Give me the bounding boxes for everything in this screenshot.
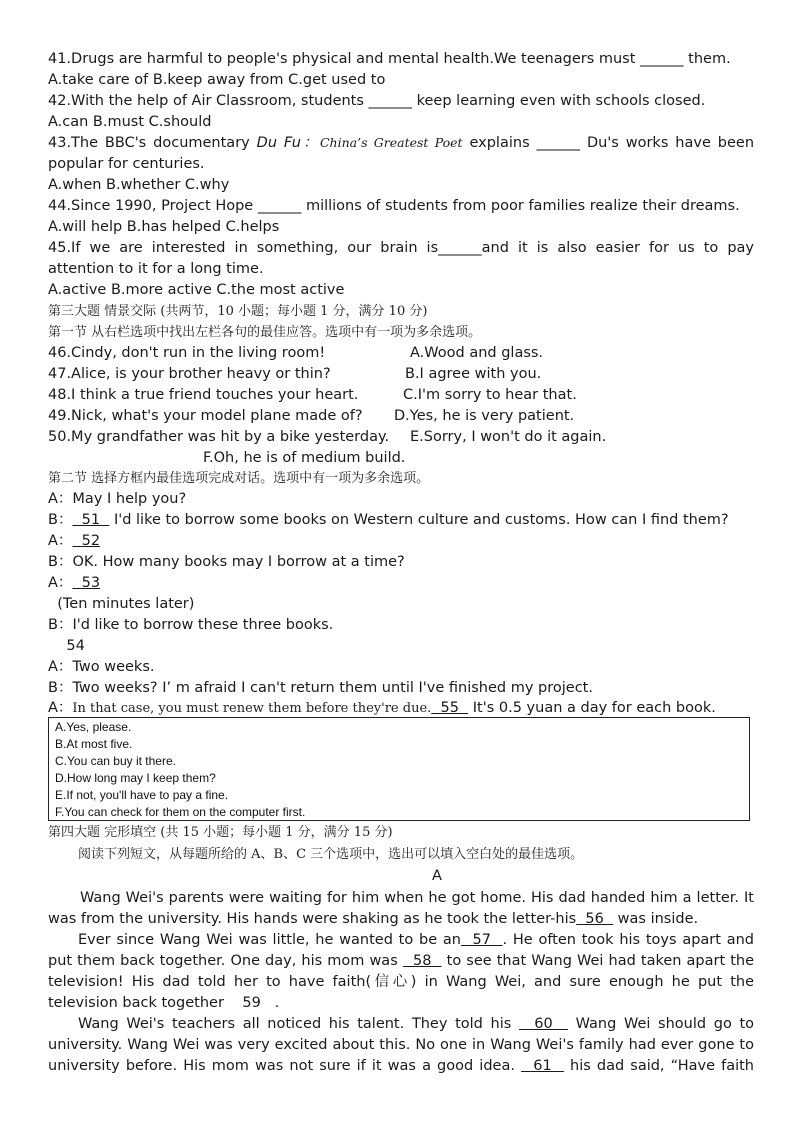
match-right-e: E.Sorry, I won't do it again. [410, 429, 607, 445]
passage-text: his dad said, “Have faith [563, 1058, 754, 1074]
dialog-line-11 [48, 698, 754, 719]
options-box [48, 717, 750, 821]
match-left-50: 50.My grandfather was hit by a bike yesterday. [48, 429, 390, 445]
blank-60: 60 [518, 1016, 568, 1032]
question-43-stem-a: 43.The BBC's documentary [48, 135, 250, 151]
question-45-stem-line2: attention to it for a long time. [48, 261, 264, 277]
box-option-c: C.You can buy it there. [55, 754, 176, 768]
passage-p3-line1 [78, 1014, 754, 1034]
match-left-46: 46.Cindy, don't run in the living room! [48, 345, 326, 361]
passage-text: . He often took his toys apart and [502, 932, 754, 948]
match-row-47 [48, 364, 754, 384]
passage-text: Wang Wei should go to [567, 1016, 755, 1032]
question-43-options: A.when B.whether C.why [48, 177, 230, 193]
documentary-title-a: Du Fu： [256, 135, 320, 151]
part4-header: 第四大题 完形填空 (共 15 小题；每小题 1 分，满分 15 分) [48, 825, 393, 840]
dialog-speaker-a: A： [48, 533, 73, 549]
question-42-options: A.can B.must C.should [48, 114, 212, 130]
box-option-a: A.Yes, please. [55, 720, 132, 734]
passage-p3-line3 [48, 1056, 754, 1076]
dialog-line-2 [48, 510, 754, 530]
dialog-line-10: B：Two weeks? I’ m afraid I can't return them until I've finished my project. [48, 680, 593, 696]
blank-53: 53 [72, 575, 101, 591]
dialog-line-7: B：I'd like to borrow these three books. [48, 617, 334, 633]
blank-61: 61 [521, 1058, 564, 1074]
match-row-48 [48, 385, 754, 405]
box-option-b: B.At most five. [55, 737, 133, 751]
passage-p2-line3: television! His dad told her to have faith(信心) in Wang Wei, and sure enough he put the [48, 974, 754, 990]
part4-instructions: 阅读下列短文，从每题所给的 A、B、C 三个选项中，选出可以填入空白处的最佳选项。 [78, 847, 584, 862]
question-43-stem-b: explains ______ Du's works have been [469, 135, 755, 151]
passage-text: was from the university. His hands were shaking as he took the letter-his [48, 911, 577, 927]
dialog-speaker-a: A： [48, 575, 73, 591]
passage-label: A [432, 868, 442, 884]
dialog-line-9: A：Two weeks. [48, 659, 155, 675]
blank-57: 57 [460, 932, 503, 948]
passage-p2-line4: television back together 59 . [48, 995, 280, 1011]
dialog-speaker-b: B： [48, 512, 73, 528]
blank-55: 55 [431, 700, 469, 716]
passage-text: Ever since Wang Wei was little, he wanted to be an [78, 932, 461, 948]
dialog-line-4: B：OK. How many books may I borrow at a time? [48, 554, 405, 570]
blank-56: 56 [576, 911, 614, 927]
match-left-47: 47.Alice, is your brother heavy or thin? [48, 366, 331, 382]
passage-text: university before. His mom was not sure if it was a good idea. [48, 1058, 522, 1074]
question-45-stem-line1: 45.If we are interested in something, our brain is______and it is also easier for us to pay [48, 240, 754, 256]
passage-text: put them back together. One day, his mom was [48, 953, 403, 969]
match-right-a: A.Wood and glass. [410, 345, 544, 361]
passage-p2-line2 [48, 951, 754, 971]
question-45-options: A.active B.more active C.the most active [48, 282, 345, 298]
match-right-b: B.I agree with you. [405, 366, 542, 382]
passage-text: was inside. [613, 911, 699, 927]
question-44-stem: 44.Since 1990, Project Hope ______ millions of students from poor families realize their dreams. [48, 198, 740, 214]
dialog-line-6: (Ten minutes later) [48, 596, 195, 612]
box-option-d: D.How long may I keep them? [55, 771, 216, 785]
dialog-line-5 [48, 573, 754, 593]
match-row-49 [48, 406, 754, 426]
documentary-title-b: China’s Greatest Poet [319, 135, 463, 150]
passage-text: Wang Wei's teachers all noticed his talent. They told his [78, 1016, 519, 1032]
dialog-speaker-a: A： [48, 700, 73, 716]
match-right-d: D.Yes, he is very patient. [394, 408, 575, 424]
blank-51: 51 [72, 512, 110, 528]
match-right-f: F.Oh, he is of medium build. [203, 450, 406, 466]
match-row-46 [48, 343, 754, 363]
passage-p3-line2: university. Wang Wei was very excited about this. No one in Wang Wei's family had ever gone to [48, 1037, 754, 1053]
match-left-49: 49.Nick, what's your model plane made of? [48, 408, 363, 424]
match-left-48: 48.I think a true friend touches your heart. [48, 387, 359, 403]
dialog-line-11-serif: In that case, you must renew them before they're due. [72, 701, 432, 716]
passage-p2-line1 [78, 930, 754, 950]
match-right-c: C.I'm sorry to hear that. [403, 387, 577, 403]
question-44-options: A.will help B.has helped C.helps [48, 219, 280, 235]
part3-header: 第三大题 情景交际 (共两节，10 小题；每小题 1 分，满分 10 分) [48, 304, 428, 319]
question-41-options: A.take care of B.keep away from C.get used to [48, 72, 386, 88]
question-41-stem: 41.Drugs are harmful to people's physical and mental health.We teenagers must ______ them. [48, 51, 731, 67]
passage-p1-line2 [48, 909, 754, 929]
blank-52: 52 [72, 533, 101, 549]
dialog-line-1: A：May I help you? [48, 491, 187, 507]
dialog-line-2-text: I'd like to borrow some books on Western culture and customs. How can I find them? [109, 512, 729, 528]
passage-text: to see that Wang Wei had taken apart the [441, 953, 755, 969]
blank-58: 58 [402, 953, 442, 969]
dialog-line-3 [48, 531, 754, 551]
box-option-e: E.If not, you'll have to pay a fine. [55, 788, 229, 802]
match-row-50 [48, 427, 754, 447]
box-option-f: F.You can check for them on the computer first. [55, 805, 306, 819]
dialog-line-11-text: It's 0.5 yuan a day for each book. [468, 700, 716, 716]
question-42-stem: 42.With the help of Air Classroom, students ______ keep learning even with schools closed. [48, 93, 706, 109]
question-43-stem-line1 [48, 133, 754, 153]
blank-54: 54 [48, 638, 85, 654]
section2-instructions: 第二节 选择方框内最佳选项完成对话。选项中有一项为多余选项。 [48, 471, 430, 486]
question-43-stem-line2: popular for centuries. [48, 156, 205, 172]
part3-section1-instructions: 第一节 从右栏选项中找出左栏各句的最佳应答。选项中有一项为多余选项。 [48, 325, 482, 340]
passage-p1-line1: Wang Wei's parents were waiting for him when he got home. His dad handed him a letter. It [80, 890, 754, 906]
